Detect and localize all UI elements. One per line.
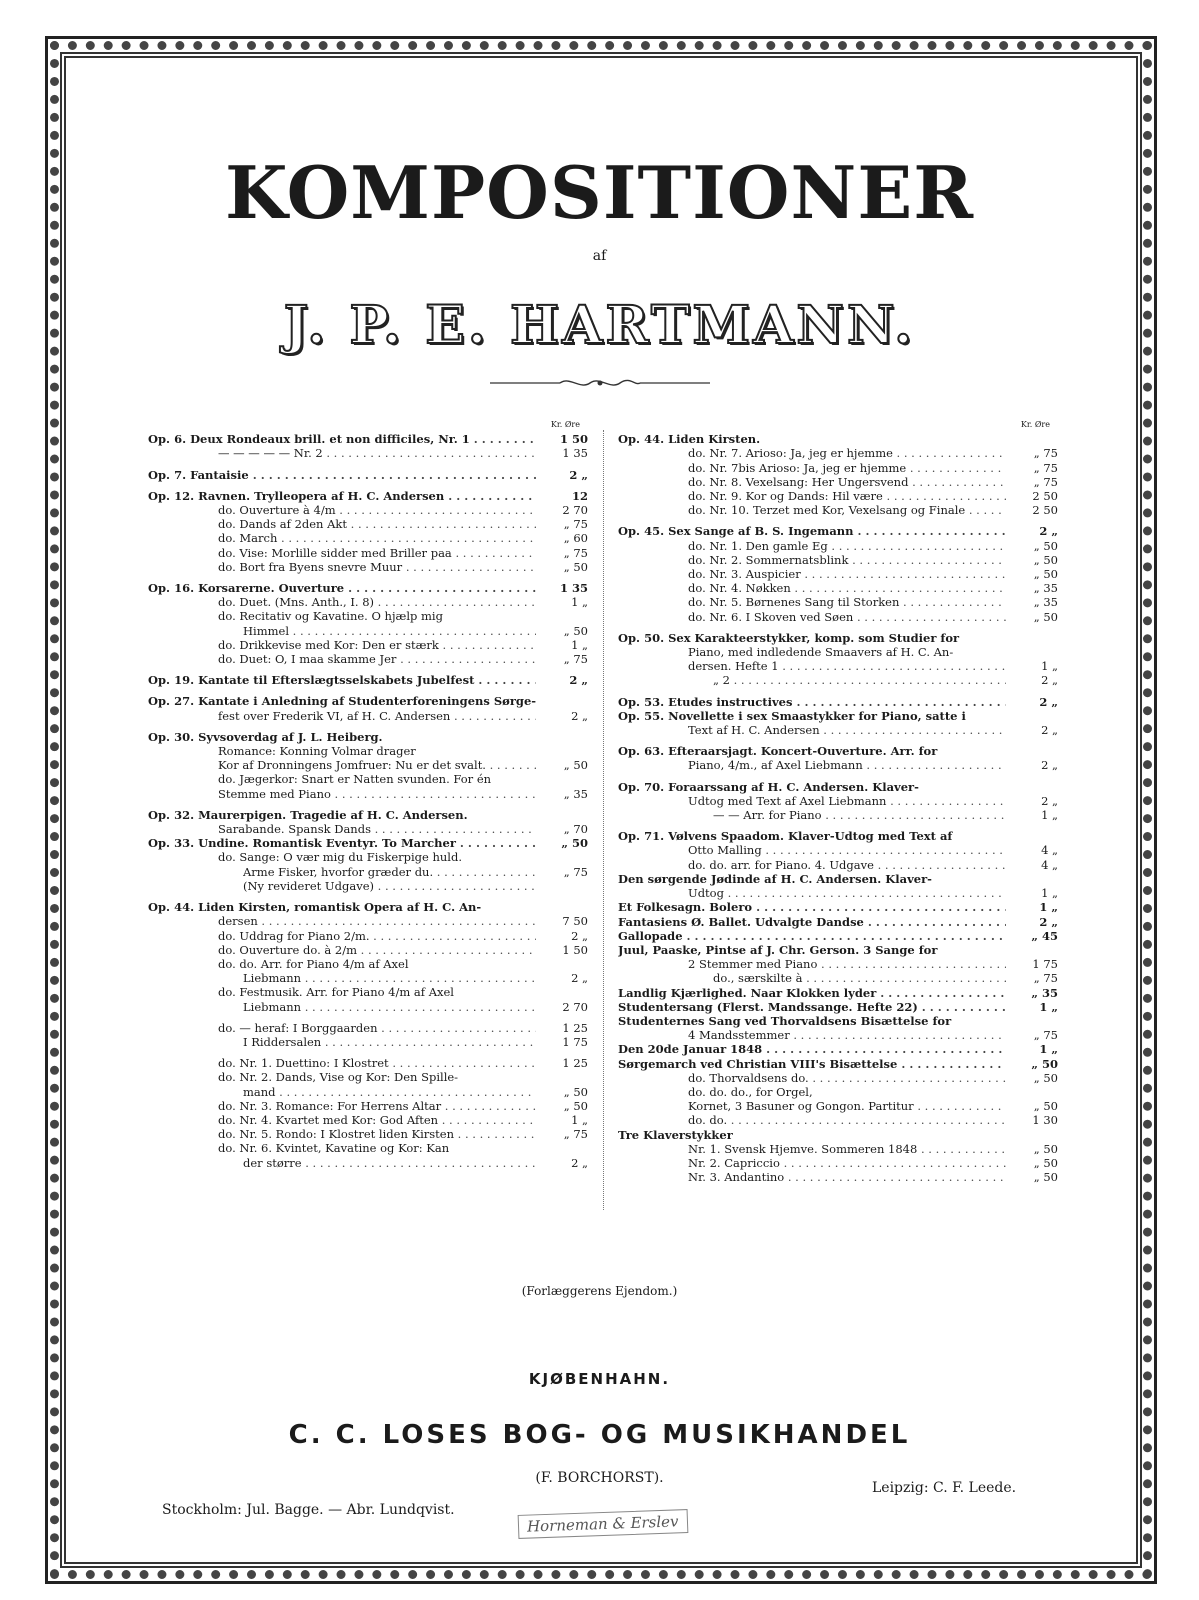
entry-title: Udtog med Text af Axel Liebmann . . . — [688, 794, 1006, 808]
entry-price: 1 „ — [1039, 999, 1058, 1014]
entry-price: „ 50 — [561, 836, 588, 851]
entry-title: do. Sange: O vær mig du Fiskerpige huld. — [218, 850, 462, 865]
entry-price: „ 75 — [1033, 971, 1058, 986]
entry-price: 2 70 — [562, 503, 588, 518]
entry-price: 1 50 — [562, 942, 588, 957]
entry-title: do. Duet: O, I maa skamme Jer . . . — [218, 652, 536, 666]
entry-price: 1 75 — [1032, 957, 1058, 972]
catalog-left-column — [148, 418, 588, 1170]
dealer-stamp: Horneman & Erslev — [518, 1509, 688, 1539]
catalog-entry — [148, 652, 588, 666]
catalog-entry — [148, 1021, 588, 1035]
catalog-entry — [148, 730, 588, 744]
entry-price: 2 50 — [1032, 503, 1058, 518]
entry-price: „ 50 — [1033, 609, 1058, 624]
catalog-entry — [618, 432, 1058, 446]
catalog-entry — [618, 475, 1058, 489]
catalog-entry — [148, 850, 588, 864]
catalog-entry — [618, 673, 1058, 687]
entry-title: (Ny revideret Udgave) . . . — [243, 879, 536, 893]
entry-price: 1 35 — [559, 581, 588, 596]
catalog-entry — [618, 631, 1058, 645]
entry-title: do. Jægerkor: Snart er Natten svunden. For én — [218, 772, 492, 787]
entry-title: do. Nr. 2. Sommernatsblink . . . — [688, 553, 1006, 567]
entry-title: do. Nr. 4. Kvartet med Kor: God Aften . . . — [218, 1113, 536, 1127]
catalog-entry — [618, 709, 1058, 723]
entry-title: Nr. 1. Svensk Hjemve. Sommeren 1848 . . . — [688, 1142, 1006, 1156]
entry-price: „ 75 — [563, 517, 588, 532]
catalog-entry — [148, 914, 588, 928]
catalog-entry — [618, 758, 1058, 772]
catalog-entry — [148, 822, 588, 836]
entry-title: Den 20de Januar 1848 . . . — [618, 1042, 1006, 1056]
entry-price: „ 75 — [1033, 474, 1058, 489]
catalog-entry — [618, 971, 1058, 985]
catalog-entry — [148, 1000, 588, 1014]
entry-price: 1 „ — [1041, 808, 1058, 823]
catalog-entry — [618, 1000, 1058, 1014]
entry-price: 12 — [571, 488, 588, 503]
entry-title: do. do. arr. for Piano. 4. Udgave . . . — [688, 858, 1006, 872]
entry-title: Op. 71. Vølvens Spaadom. Klaver-Udtog med Text af — [618, 829, 953, 844]
entry-title: Op. 33. Undine. Romantisk Eventyr. To Marcher . . . — [148, 836, 536, 850]
entry-title: Et Folkesagn. Bolero . . . — [618, 900, 1006, 914]
entry-title: Nr. 2. Capriccio . . . — [688, 1156, 1006, 1170]
entry-price: 2 „ — [569, 467, 588, 482]
entry-price: 2 „ — [571, 971, 588, 986]
entry-price: 1 „ — [571, 637, 588, 652]
entry-title: Liebmann . . . — [243, 1000, 536, 1014]
catalog-entry — [618, 539, 1058, 553]
entry-price: 7 50 — [562, 914, 588, 929]
catalog-entry — [618, 1071, 1058, 1085]
entry-title: Op. 19. Kantate til Efterslægtsselskabets Jubelfest . . . — [148, 673, 536, 687]
catalog-entry — [148, 787, 588, 801]
entry-price: „ 35 — [1033, 595, 1058, 610]
entry-title: Kor af Dronningens Jomfruer: Nu er det svalt. . . . — [218, 758, 536, 772]
entry-title: Studenternes Sang ved Thorvaldsens Bisættelse for — [618, 1013, 952, 1028]
entry-price: „ 70 — [563, 822, 588, 837]
catalog-entry — [148, 1070, 588, 1084]
entry-title: Kornet, 3 Basuner og Gongon. Partitur . . . — [688, 1099, 1006, 1113]
entry-price: 2 „ — [1039, 914, 1058, 929]
catalog-entry — [618, 610, 1058, 624]
catalog-entry — [148, 446, 588, 460]
entry-title: do. Uddrag for Piano 2/m. . . . — [218, 929, 536, 943]
entry-price: „ 50 — [1033, 1141, 1058, 1156]
entry-title: do. Duet. (Mns. Anth., I. 8) . . . — [218, 595, 536, 609]
entry-title: do. do. . . . — [688, 1113, 1006, 1127]
catalog-entry — [148, 808, 588, 822]
catalog-entry — [618, 957, 1058, 971]
entry-title: Op. 70. Foraarssang af H. C. Andersen. Klaver- — [618, 779, 919, 794]
entry-title: Udtog . . . — [688, 886, 1006, 900]
entry-title: Op. 30. Syvsoverdag af J. L. Heiberg. — [148, 729, 383, 744]
entry-price: „ 50 — [1033, 538, 1058, 553]
entry-title: Piano, 4/m., af Axel Liebmann . . . — [688, 758, 1006, 772]
catalog-entry — [618, 1099, 1058, 1113]
catalog-entry — [148, 560, 588, 574]
catalog-entry — [618, 695, 1058, 709]
catalog-entry — [618, 489, 1058, 503]
entry-title: Stemme med Piano . . . — [218, 787, 536, 801]
entry-title: do., særskilte à . . . — [713, 971, 1006, 985]
entry-title: Op. 53. Etudes instructives . . . — [618, 695, 1006, 709]
entry-price: „ 50 — [1033, 1099, 1058, 1114]
entry-price: 1 35 — [562, 446, 588, 461]
entry-title: do. — heraf: I Borggaarden . . . — [218, 1021, 536, 1035]
entry-title: do. Nr. 5. Børnenes Sang til Storken . . . — [688, 595, 1006, 609]
publisher-name: C. C. LOSES BOG- OG MUSIKHANDEL — [288, 1420, 911, 1450]
catalog-entry — [148, 638, 588, 652]
catalog-entry — [148, 1085, 588, 1099]
catalog-entry — [618, 645, 1058, 659]
catalog-entry — [148, 709, 588, 723]
entry-title: Fantasiens Ø. Ballet. Udvalgte Dandse . . . — [618, 915, 1006, 929]
catalog-entry — [618, 1142, 1058, 1156]
entry-title: Arme Fisker, hvorfor græder du. . . . — [243, 865, 536, 879]
catalog-entry — [148, 758, 588, 772]
ornament-flourish — [490, 376, 710, 390]
entry-price: „ 45 — [1031, 928, 1058, 943]
catalog-entry — [618, 780, 1058, 794]
catalog-entry — [148, 1113, 588, 1127]
entry-title: Op. 45. Sex Sange af B. S. Ingemann . . . — [618, 524, 1006, 538]
catalog-entry — [618, 524, 1058, 538]
entry-price: „ 75 — [1033, 446, 1058, 461]
entry-price: 2 „ — [571, 708, 588, 723]
entry-title: Sarabande. Spansk Dands . . . — [218, 822, 536, 836]
entry-title: do. March . . . — [218, 531, 536, 545]
entry-price: 1 75 — [562, 1034, 588, 1049]
entry-title: do. Nr. 9. Kor og Dands: Hil være . . . — [688, 489, 1006, 503]
catalog-entry — [618, 581, 1058, 595]
catalog-entry — [618, 829, 1058, 843]
entry-title: Op. 55. Novellette i sex Smaastykker for Piano, satte i — [618, 708, 966, 723]
entry-price: 2 „ — [571, 1155, 588, 1170]
entry-title: dersen. Hefte 1 . . . — [688, 659, 1006, 673]
entry-price: 1 „ — [1039, 1042, 1058, 1057]
catalog-entry — [148, 531, 588, 545]
entry-title: Piano, med indledende Smaavers af H. C. An- — [688, 645, 954, 660]
catalog-entry — [618, 858, 1058, 872]
title-connector: af — [592, 248, 607, 264]
entry-title: do. Vise: Morlille sidder med Briller paa . . . — [218, 546, 536, 560]
catalog-entry — [148, 546, 588, 560]
entry-title: Himmel . . . — [243, 624, 536, 638]
entry-price: 1 50 — [559, 432, 588, 447]
entry-price: „ 50 — [1033, 552, 1058, 567]
entry-price: „ 50 — [563, 758, 588, 773]
entry-title: Op. 32. Maurerpigen. Tragedie af H. C. Andersen. — [148, 807, 468, 822]
entry-title: Op. 44. Liden Kirsten. — [618, 432, 761, 447]
catalog-entry — [148, 1127, 588, 1141]
catalog-entry — [618, 1170, 1058, 1184]
entry-price: 1 „ — [571, 1112, 588, 1127]
catalog-entry — [618, 1128, 1058, 1142]
catalog-entry — [148, 694, 588, 708]
catalog-entry — [148, 900, 588, 914]
entry-title: mand . . . — [243, 1085, 536, 1099]
entry-price: „ 50 — [1033, 567, 1058, 582]
entry-title: Den sørgende Jødinde af H. C. Andersen. Klaver- — [618, 871, 932, 886]
catalog-entry — [148, 971, 588, 985]
entry-price: „ 50 — [1033, 1170, 1058, 1185]
catalog-entry — [618, 929, 1058, 943]
catalog-entry — [618, 446, 1058, 460]
column-divider — [603, 430, 604, 1210]
catalog-entry — [618, 553, 1058, 567]
entry-title: do. Ouverture à 4/m . . . — [218, 503, 536, 517]
entry-price: 2 50 — [1032, 489, 1058, 504]
entry-title: do. Nr. 1. Duettino: I Klostret . . . — [218, 1056, 536, 1070]
entry-title: Liebmann . . . — [243, 971, 536, 985]
catalog-entry — [148, 865, 588, 879]
entry-title: Romance: Konning Volmar drager — [218, 744, 416, 759]
entry-title: do. Nr. 6. I Skoven ved Søen . . . — [688, 610, 1006, 624]
entry-title: do. Nr. 7. Arioso: Ja, jeg er hjemme . . . — [688, 446, 1006, 460]
entry-price: „ 75 — [563, 545, 588, 560]
catalog-entry — [148, 503, 588, 517]
entry-title: fest over Frederik VI, af H. C. Andersen . . . — [218, 709, 536, 723]
entry-price: „ 50 — [563, 1084, 588, 1099]
catalog-entry — [148, 595, 588, 609]
catalog-entry — [148, 879, 588, 893]
entry-title: Op. 27. Kantate i Anledning af Studenterforeningens Sørge- — [148, 694, 536, 709]
entry-title: Op. 7. Fantaisie . . . — [148, 468, 536, 482]
catalog-entry — [618, 503, 1058, 517]
entry-price: „ 35 — [1031, 985, 1058, 1000]
publisher-owner: (F. BORCHORST). — [535, 1470, 664, 1486]
entry-price: „ 75 — [563, 1127, 588, 1142]
entry-price: 2 „ — [1041, 758, 1058, 773]
entry-price: 1 „ — [1039, 900, 1058, 915]
entry-price: 1 „ — [571, 595, 588, 610]
entry-price: „ 75 — [563, 864, 588, 879]
catalog-entry — [618, 843, 1058, 857]
entry-title: do. Thorvaldsens do. . . . — [688, 1071, 1006, 1085]
composer-name: J. P. E. HARTMANN. — [283, 295, 916, 356]
stockholm-agents: Stockholm: Jul. Bagge. — Abr. Lundqvist. — [162, 1502, 455, 1518]
entry-price: „ 35 — [563, 786, 588, 801]
entry-price: „ 75 — [1033, 460, 1058, 475]
catalog-entry — [148, 929, 588, 943]
entry-title: do. Nr. 10. Terzet med Kor, Vexelsang og Finale . . . — [688, 503, 1006, 517]
catalog-entry — [148, 517, 588, 531]
entry-title: dersen . . . — [218, 914, 536, 928]
entry-title: Op. 50. Sex Karakteerstykker, komp. som Studier for — [618, 630, 960, 645]
entry-title: do. Nr. 7bis Arioso: Ja, jeg er hjemme . . . — [688, 461, 1006, 475]
catalog-entry — [148, 943, 588, 957]
entry-price: „ 35 — [1033, 581, 1058, 596]
catalog-entry — [618, 1028, 1058, 1042]
entry-price: 4 „ — [1041, 843, 1058, 858]
catalog-entry — [148, 1056, 588, 1070]
catalog-entry — [148, 609, 588, 623]
entry-title: do. Nr. 2. Dands, Vise og Kor: Den Spille- — [218, 1070, 459, 1085]
entry-price: 1 25 — [562, 1020, 588, 1035]
leipzig-agent: Leipzig: C. F. Leede. — [872, 1480, 1017, 1496]
entry-price: „ 75 — [1033, 1028, 1058, 1043]
catalog-entry — [148, 489, 588, 503]
entry-price: „ 60 — [563, 531, 588, 546]
entry-title: 4 Mandsstemmer . . . — [688, 1028, 1006, 1042]
entry-title: do. Nr. 3. Auspicier . . . — [688, 567, 1006, 581]
entry-title: do. Nr. 8. Vexelsang: Her Ungersvend . . . — [688, 475, 1006, 489]
entry-title: do. Dands af 2den Akt . . . — [218, 517, 536, 531]
entry-title: 2 Stemmer med Piano . . . — [688, 957, 1006, 971]
catalog-entry — [148, 1156, 588, 1170]
catalog-entry — [618, 1042, 1058, 1056]
entry-title: Op. 12. Ravnen. Trylleopera af H. C. Andersen . . . — [148, 489, 536, 503]
entry-title: do. Festmusik. Arr. for Piano 4/m af Axel — [218, 985, 454, 1000]
entry-title: do. Nr. 5. Rondo: I Klostret liden Kirsten . . . — [218, 1127, 536, 1141]
entry-title: do. Drikkevise med Kor: Den er stærk . . . — [218, 638, 536, 652]
catalog-entry — [618, 744, 1058, 758]
catalog-entry — [618, 986, 1058, 1000]
entry-title: I Riddersalen . . . — [243, 1035, 536, 1049]
entry-title: do. do. do., for Orgel, — [688, 1084, 813, 1099]
entry-title: der større . . . — [243, 1156, 536, 1170]
catalog-entry — [148, 432, 588, 446]
catalog-entry — [618, 872, 1058, 886]
price-column-header: Kr. Øre — [550, 420, 580, 429]
entry-price: 2 „ — [1041, 723, 1058, 738]
catalog-entry — [148, 673, 588, 687]
entry-price: „ 50 — [1033, 1070, 1058, 1085]
entry-title: do. Nr. 6. Kvintet, Kavatine og Kor: Kan — [218, 1141, 450, 1156]
catalog-entry — [618, 567, 1058, 581]
entry-price: 2 „ — [569, 673, 588, 688]
entry-title: Gallopade . . . — [618, 929, 1006, 943]
publisher-city: KJØBENHAHN. — [528, 1370, 671, 1388]
catalog-entry — [618, 595, 1058, 609]
catalog-entry — [148, 744, 588, 758]
entry-title: Op. 16. Korsarerne. Ouverture . . . — [148, 581, 536, 595]
catalog-entry — [148, 468, 588, 482]
entry-title: do. Nr. 3. Romance: For Herrens Altar . . . — [218, 1099, 536, 1113]
catalog-entry — [618, 461, 1058, 475]
entry-price: 1 „ — [1041, 886, 1058, 901]
entry-price: 2 „ — [1039, 694, 1058, 709]
catalog-entry — [618, 915, 1058, 929]
entry-title: Studentersang (Flerst. Mandssange. Hefte 22) . . . — [618, 1000, 1006, 1014]
catalog-entry — [148, 957, 588, 971]
catalog-entry — [148, 772, 588, 786]
entry-price: 1 „ — [1041, 659, 1058, 674]
catalog-entry — [618, 723, 1058, 737]
catalog-entry — [148, 985, 588, 999]
entry-title: Sørgemarch ved Christian VIII's Bisættelse . . . — [618, 1057, 1006, 1071]
catalog-entry — [148, 1035, 588, 1049]
entry-title: Op. 6. Deux Rondeaux brill. et non difficiles, Nr. 1 . . . — [148, 432, 536, 446]
entry-price: 1 30 — [1032, 1113, 1058, 1128]
catalog-entry — [618, 943, 1058, 957]
catalog-entry — [618, 1057, 1058, 1071]
entry-title: Text af H. C. Andersen . . . — [688, 723, 1006, 737]
catalog-entry — [618, 808, 1058, 822]
price-column-header: Kr. Øre — [1020, 420, 1050, 429]
catalog-entry — [618, 1156, 1058, 1170]
entry-price: „ 50 — [563, 1098, 588, 1113]
catalog-entry — [618, 1113, 1058, 1127]
entry-title: Tre Klaverstykker — [618, 1127, 733, 1142]
catalog-entry — [618, 794, 1058, 808]
ownership-note: (Forlæggerens Ejendom.) — [521, 1284, 678, 1298]
entry-title: Juul, Paaske, Pintse af J. Chr. Gerson. 3 Sange for — [618, 942, 938, 957]
entry-title: Otto Malling . . . — [688, 843, 1006, 857]
entry-title: do. do. Arr. for Piano 4/m af Axel — [218, 956, 409, 971]
entry-title: — — — — — Nr. 2 . . . — [218, 446, 536, 460]
entry-price: „ 50 — [563, 623, 588, 638]
entry-title: Landlig Kjærlighed. Naar Klokken lyder . . . — [618, 986, 1006, 1000]
entry-price: 2 „ — [1039, 524, 1058, 539]
entry-title: „ 2 . . . — [713, 673, 1006, 687]
entry-price: 2 „ — [1041, 793, 1058, 808]
catalog-right-column — [618, 418, 1058, 1184]
entry-price: „ 50 — [563, 559, 588, 574]
entry-title: do. Recitativ og Kavatine. O hjælp mig — [218, 609, 443, 624]
entry-price: 1 25 — [562, 1056, 588, 1071]
entry-title: do. Ouverture do. à 2/m . . . — [218, 943, 536, 957]
catalog-entry — [618, 900, 1058, 914]
catalog-entry — [148, 1099, 588, 1113]
page-title: KOMPOSITIONER — [224, 150, 975, 235]
entry-price: „ 50 — [1033, 1155, 1058, 1170]
entry-title: do. Nr. 4. Nøkken . . . — [688, 581, 1006, 595]
entry-title: do. Bort fra Byens snevre Muur . . . — [218, 560, 536, 574]
entry-title: Op. 63. Efteraarsjagt. Koncert-Ouverture. Arr. for — [618, 744, 938, 759]
entry-title: — — Arr. for Piano . . . — [713, 808, 1006, 822]
entry-price: 4 „ — [1041, 857, 1058, 872]
entry-price: 2 „ — [1041, 673, 1058, 688]
catalog-entry — [148, 836, 588, 850]
entry-price: 2 „ — [571, 928, 588, 943]
catalog-entry — [618, 1014, 1058, 1028]
catalog-entry — [618, 886, 1058, 900]
entry-price: 2 70 — [562, 999, 588, 1014]
entry-title: do. Nr. 1. Den gamle Eg . . . — [688, 539, 1006, 553]
catalog-entry — [618, 1085, 1058, 1099]
entry-price: „ 50 — [1031, 1056, 1058, 1071]
catalog-entry — [618, 659, 1058, 673]
catalog-entry — [148, 1141, 588, 1155]
catalog-entry — [148, 624, 588, 638]
entry-price: „ 75 — [563, 652, 588, 667]
catalog-entry — [148, 581, 588, 595]
entry-title: Nr. 3. Andantino . . . — [688, 1170, 1006, 1184]
entry-title: Op. 44. Liden Kirsten, romantisk Opera af H. C. An- — [148, 900, 482, 915]
